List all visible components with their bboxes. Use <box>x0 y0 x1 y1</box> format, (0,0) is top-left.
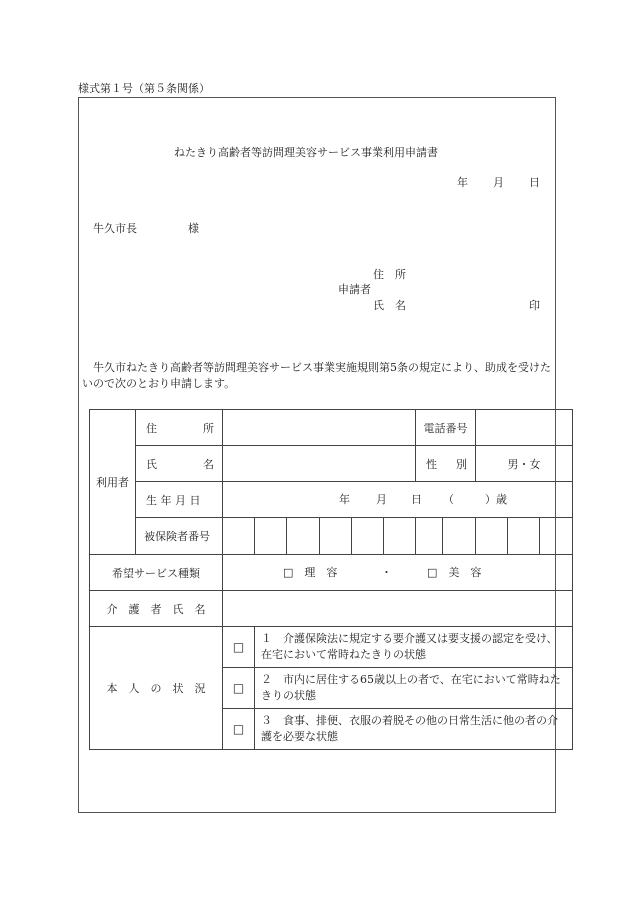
address-input[interactable] <box>223 410 416 446</box>
insured-digit-box[interactable] <box>416 518 443 555</box>
service-option-barber[interactable]: □ 理 容 <box>283 565 338 579</box>
insured-digit-box[interactable] <box>320 518 352 555</box>
applicant-address-label: 住 所 <box>373 268 406 281</box>
service-type-label: 希望サービス種類 <box>90 555 223 591</box>
status-text-1: １ 介護保険法に規定する要介護又は要支援の認定を受け、在宅において常時ねたきりの状態 <box>255 627 573 668</box>
insured-digit-box[interactable] <box>508 518 540 555</box>
birth-month-unit: 月 <box>376 492 387 506</box>
table-row-birthdate <box>90 482 573 518</box>
insured-digit-box[interactable] <box>476 518 508 555</box>
age-unit: ）歳 <box>485 492 507 506</box>
table-row-service <box>90 555 573 591</box>
application-table <box>89 409 573 750</box>
birthdate-input[interactable] <box>223 482 573 518</box>
birth-day-unit: 日 <box>411 492 422 506</box>
birthdate-label: 生 年 月 日 <box>136 482 223 518</box>
table-row-name <box>90 446 573 482</box>
phone-input[interactable] <box>476 410 573 446</box>
gender-options[interactable]: 男・女 <box>476 446 573 482</box>
addressee-name: 牛久市長 <box>93 222 137 235</box>
service-options-cell <box>223 555 573 591</box>
status-checkbox-3[interactable]: □ <box>223 709 255 750</box>
name-label-a: 氏 <box>146 457 157 471</box>
user-group-label: 利用者 <box>90 410 136 555</box>
applicant-name-label: 氏 名 <box>373 299 406 312</box>
service-separator: ・ <box>381 565 392 579</box>
form-number: 様式第１号（第５条関係） <box>78 82 210 95</box>
date-year: 年 <box>457 176 468 189</box>
gender-label-b: 別 <box>456 457 467 471</box>
date-month: 月 <box>493 176 504 189</box>
intro-paragraph: 牛久市ねたきり高齢者等訪問理美容サービス事業実施規則第5条の規定により、助成を受けたいので次のとおり申請します。 <box>82 361 551 390</box>
status-checkbox-1[interactable]: □ <box>223 627 255 668</box>
caregiver-input[interactable] <box>223 591 573 627</box>
seal-mark: 印 <box>529 299 540 312</box>
age-open-paren: （ <box>443 492 454 506</box>
insured-digit-box[interactable] <box>443 518 476 555</box>
status-checkbox-2[interactable]: □ <box>223 668 255 709</box>
address-label-cell <box>136 410 223 446</box>
name-label-b: 名 <box>203 457 214 471</box>
table-row-caregiver <box>90 591 573 627</box>
caregiver-label: 介 護 者 氏 名 <box>90 591 223 627</box>
insured-digit-box[interactable] <box>223 518 255 555</box>
service-option-beauty[interactable]: □ 美 容 <box>427 565 482 579</box>
addressee-honorific: 様 <box>188 222 199 235</box>
address-label-a: 住 <box>146 421 157 435</box>
insured-digit-box[interactable] <box>255 518 287 555</box>
insured-digit-box[interactable] <box>384 518 416 555</box>
table-row-address <box>90 410 573 446</box>
gender-label-a: 性 <box>426 457 437 471</box>
name-label-cell <box>136 446 223 482</box>
table-row-status-1 <box>90 627 573 668</box>
status-text-3: ３ 食事、排便、衣服の着脱その他の日常生活に他の者の介護を必要な状態 <box>255 709 573 750</box>
birth-year-unit: 年 <box>339 492 350 506</box>
form-title: ねたきり高齢者等訪問理美容サービス事業利用申請書 <box>174 146 438 159</box>
insured-digit-box[interactable] <box>287 518 320 555</box>
status-text-2: ２ 市内に居住する65歳以上の者で、在宅において常時ねたきりの状態 <box>255 668 573 709</box>
table-row-insured-number <box>90 518 573 555</box>
insured-digit-box[interactable] <box>540 518 573 555</box>
address-label-b: 所 <box>203 421 214 435</box>
date-day: 日 <box>529 176 540 189</box>
insured-number-label: 被保険者番号 <box>136 518 223 555</box>
name-input[interactable] <box>223 446 416 482</box>
insured-digit-box[interactable] <box>352 518 384 555</box>
phone-label: 電話番号 <box>416 410 476 446</box>
status-label: 本 人 の 状 況 <box>90 627 223 750</box>
applicant-label: 申請者 <box>338 283 371 296</box>
gender-label-cell <box>416 446 476 482</box>
